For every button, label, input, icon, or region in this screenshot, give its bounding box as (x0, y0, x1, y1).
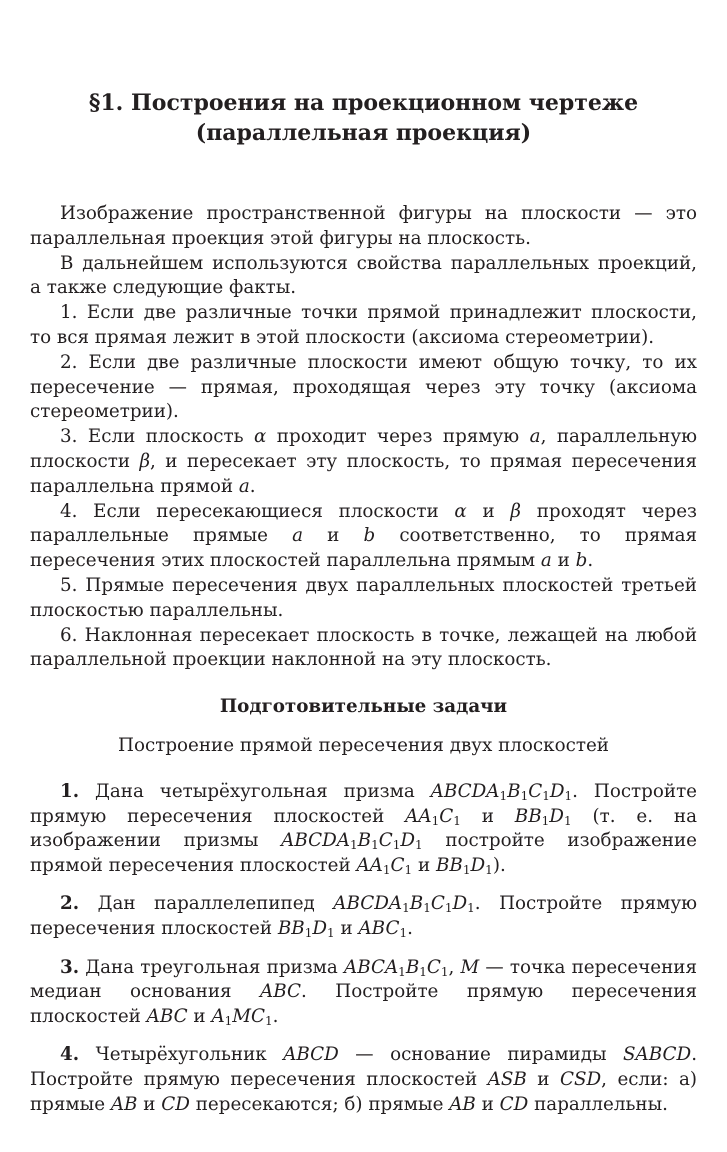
intro-paragraph-1: Изображение пространственной фигуры на плоскости — это параллельная проекция этой фигуры на плоскость. (30, 203, 697, 249)
problem-1: 1. Дана четырёхугольная призма $ABCDA_1B_1C_1D_1$. Постройте прямую пересечения плоскостей $AA_1C_1$ и $BB_1D_1$ (т. е. на изображении призмы $ABCDA_1B_1C_1D_1$ постройте изображение прямой пересечения плоскостей $AA_1C_1$ и $BB_1D_1$). (30, 780, 697, 878)
fact-5: 5. Прямые пересечения двух параллельных плоскостей третьей плоскостью параллельны. (30, 574, 697, 621)
problem-number: 2. (60, 893, 80, 915)
fact-6: 6. Наклонная пересекает плоскость в точке, лежащей на любой параллельной проекции наклонной на эту плоскость. (30, 624, 697, 671)
intro-paragraph-2: В дальнейшем используются свойства параллельных проекций, а также следующие факты. (30, 252, 697, 299)
title-line-2: (параллельная проекция) (195, 120, 532, 146)
intro-section (30, 202, 697, 673)
fact-4: 4. Если пересекающиеся плоскости α и β проходят через параллельные прямые a и b соответственно, то прямая пересечения этих плоскостей параллельна прямым a и b. (30, 500, 698, 572)
problem-3: 3. Дана треугольная призма $ABCA_1B_1C_1$, M — точка пересечения медиан основания ABC. Постройте прямую пересечения плоскостей ABC и $A_1MC_1$. (30, 956, 697, 1029)
problem-4: 4. Четырёхугольник ABCD — основание пирамиды SABCD. Постройте прямую пересечения плоскостей ASB и CSD, если: а) прямые AB и CD пересекаются; б) прямые AB и CD параллельны. (30, 1044, 697, 1115)
fact-2: 2. Если две различные плоскости имеют общую точку, то их пересечение — прямая, проходящая через эту точку (аксиома стереометрии). (30, 351, 697, 423)
problem-number: 3. (60, 956, 80, 978)
subsection-heading: Построение прямой пересечения двух плоскостей (118, 734, 609, 756)
title-line-1: §1. Построения на проекционном чертеже (88, 90, 639, 116)
page (30, 88, 697, 1131)
section-heading: Подготовительные задачи (219, 696, 508, 718)
problem-number: 1. (60, 780, 80, 802)
problem-number: 4. (60, 1044, 80, 1066)
page-title (30, 88, 697, 148)
problem-2: 2. Дан параллелепипед $ABCDA_1B_1C_1D_1$. Постройте прямую пересечения плоскостей $BB_1D_1$ и $ABC_1$. (30, 893, 697, 941)
fact-1: 1. Если две различные точки прямой принадлежит плоскости, то вся прямая лежит в этой плоскости (аксиома стереометрии). (30, 302, 697, 348)
problems-list (30, 780, 697, 1118)
fact-3: 3. Если плоскость α проходит через прямую a, параллельную плоскости β, и пересекает эту плоскость, то прямая пересечения параллельна прямой a. (30, 426, 698, 497)
